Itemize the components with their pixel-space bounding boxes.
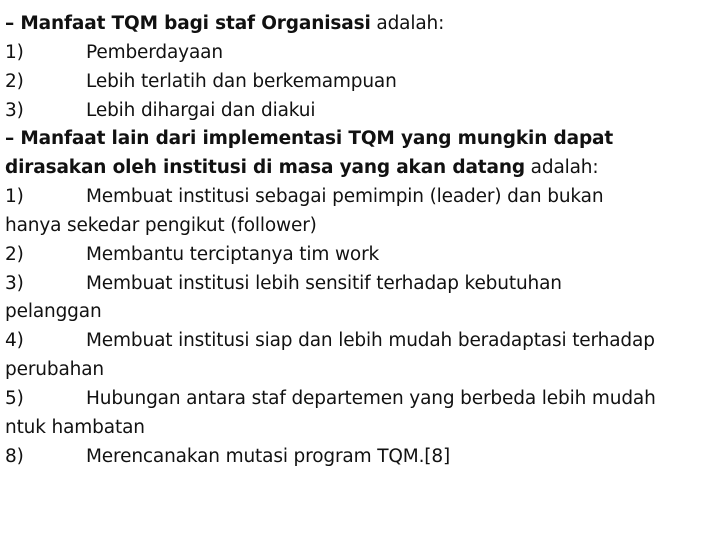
section2-heading-bold: dirasakan oleh institusi di masa yang akan datang: [5, 157, 525, 179]
list-item-continuation: ntuk hambatan: [5, 416, 145, 438]
list-item: [5, 241, 710, 270]
section2-heading-rest: adalah:: [524, 157, 599, 179]
list-item-text: Membuat institusi siap dan lebih mudah beradaptasi terhadap: [86, 330, 655, 352]
section1-heading-bold: – Manfaat TQM bagi staf Organisasi: [5, 13, 371, 34]
section1-heading: [5, 10, 710, 39]
list-item: [5, 385, 710, 414]
list-item-text: Membantu terciptanya tim work: [86, 243, 380, 265]
list-item-number: 8): [5, 445, 24, 467]
list-item-text: Hubungan antara staf departemen yang berbeda lebih mudah: [86, 387, 656, 409]
list-item-continuation: hanya sekedar pengikut (follower): [5, 214, 317, 236]
list-item-text: Membuat institusi lebih sensitif terhadap kebutuhan: [86, 272, 562, 294]
list-item-continuation: pelanggan: [5, 301, 102, 323]
list-item-continuation: perubahan: [5, 359, 104, 381]
list-item-number: 5): [5, 387, 24, 409]
list-item: [5, 183, 710, 212]
section1-heading-rest: adalah:: [370, 13, 445, 34]
list-item: [5, 68, 710, 97]
list-item-text: Lebih terlatih dan berkemampuan: [86, 70, 397, 92]
section2-heading-line1: – Manfaat lain dari implementasi TQM yang mungkin dapat: [5, 128, 614, 150]
list-item-number: 1): [5, 41, 24, 63]
list-item: [5, 97, 710, 126]
slide-body-text: [5, 10, 710, 472]
list-item-text: Membuat institusi sebagai pemimpin (leader) dan bukan: [86, 186, 604, 208]
list-item-text: Merencanakan mutasi program TQM.[8]: [86, 445, 451, 467]
list-item-number: 4): [5, 330, 24, 352]
list-item: [5, 443, 710, 472]
list-item-number: 3): [5, 272, 24, 294]
list-item-number: 1): [5, 186, 24, 208]
list-item-text: Pemberdayaan: [86, 41, 223, 63]
list-item-text: Lebih dihargai dan diakui: [86, 99, 316, 121]
list-item-number: 2): [5, 70, 24, 92]
list-item: [5, 39, 710, 68]
section2-heading-line2: [5, 154, 710, 183]
list-item: [5, 327, 710, 356]
list-item-number: 2): [5, 243, 24, 265]
list-item: [5, 270, 710, 299]
list-item-number: 3): [5, 99, 24, 121]
